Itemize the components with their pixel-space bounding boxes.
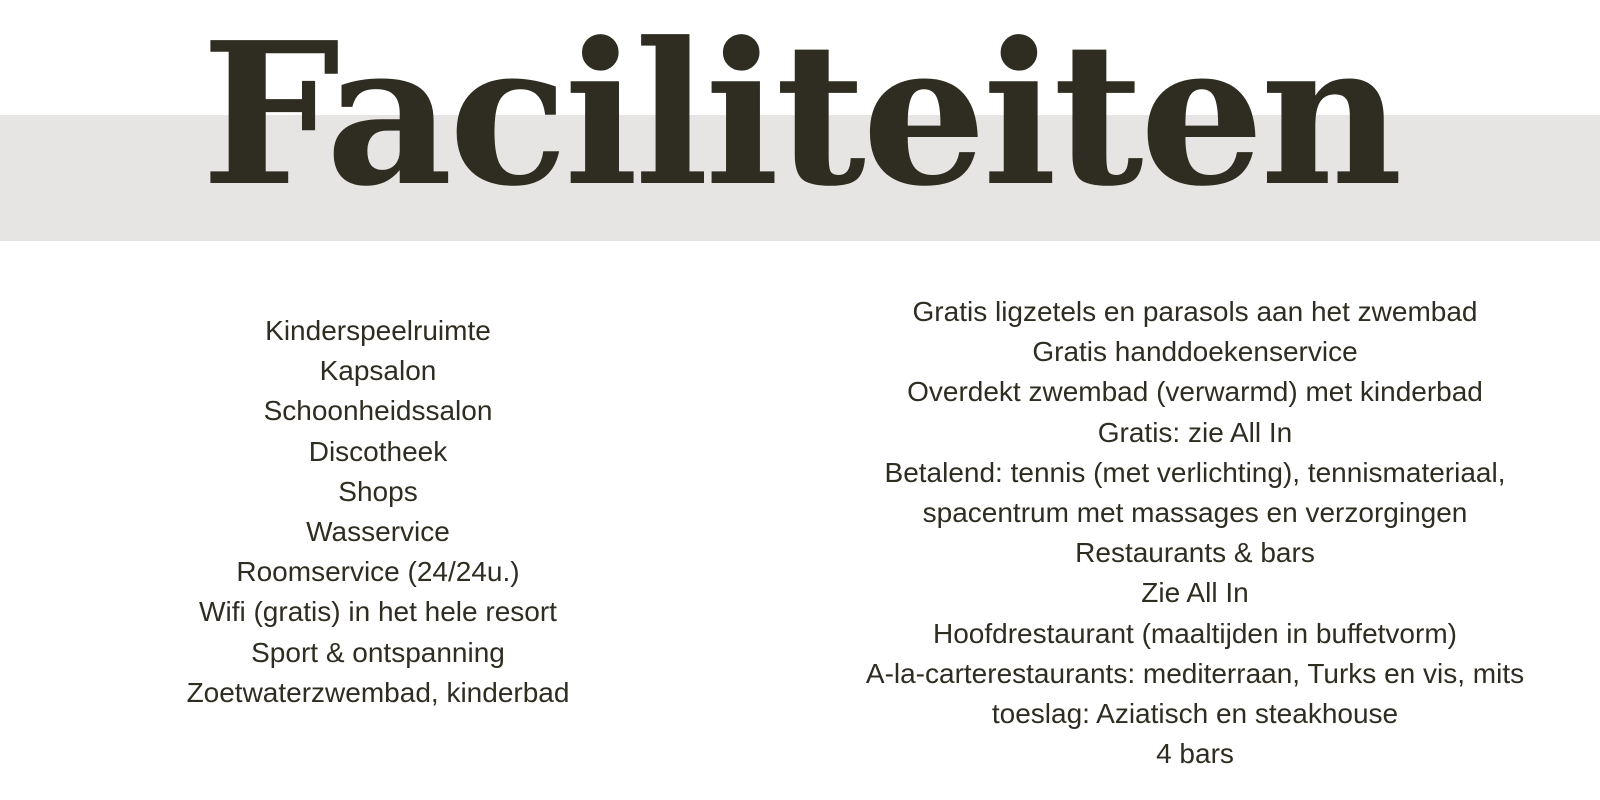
list-item: Betalend: tennis (met verlichting), tennismateriaal, [884, 456, 1506, 488]
list-item: Wasservice [306, 516, 450, 548]
list-item: Zie All In [1141, 577, 1249, 609]
list-item: Discotheek [308, 435, 448, 467]
list-item: Hoofdrestaurant (maaltijden in buffetvorm) [933, 617, 1457, 649]
list-item: Gratis ligzetels en parasols aan het zwembad [912, 296, 1478, 327]
list-item: Kinderspeelruimte [265, 315, 491, 346]
list-item: toeslag: Aziatisch en steakhouse [991, 698, 1399, 730]
list-item: Gratis handdoekenservice [1032, 336, 1358, 368]
list-item: Gratis: zie All In [1097, 416, 1293, 448]
list-item: Sport & ontspanning [251, 636, 505, 668]
list-item: Wifi (gratis) in het hele resort [199, 596, 557, 628]
list-item: Shops [338, 475, 418, 507]
list-item: spacentrum met massages en verzorgingen [922, 497, 1468, 529]
list-item: Roomservice (24/24u.) [236, 556, 520, 588]
list-item: Zoetwaterzwembad, kinderbad [186, 676, 570, 708]
list-item: Kapsalon [319, 355, 437, 387]
list-item: Schoonheidssalon [263, 395, 493, 427]
list-item: 4 bars [1156, 738, 1234, 770]
left-facilities-list [128, 311, 628, 713]
page-title: Faciliteiten [201, 0, 1399, 230]
list-item: Restaurants & bars [1075, 537, 1315, 569]
list-item: A-la-carterestaurants: mediterraan, Turks en vis, mits [865, 657, 1525, 689]
right-facilities-list [790, 292, 1600, 774]
list-item: Overdekt zwembad (verwarmd) met kinderbad [907, 376, 1483, 408]
